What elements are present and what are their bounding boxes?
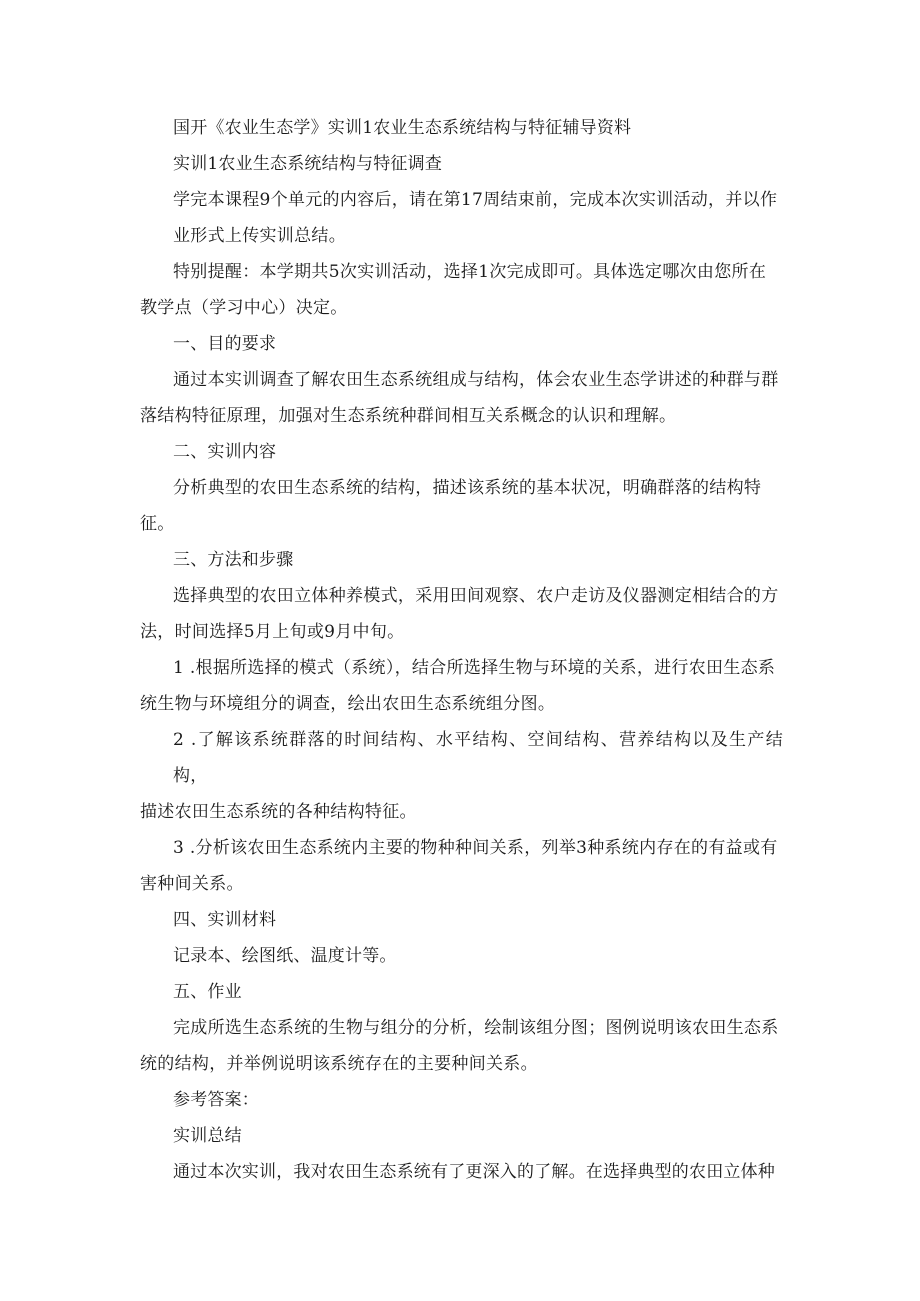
section-2-line-1: 分析典型的农田生态系统的结构，描述该系统的基本状况，明确群落的结构特 [173,478,762,498]
section-1-line-1: 通过本实训调查了解农田生态系统组成与结构，体会农业生态学讲述的种群与群 [173,370,779,390]
intro-line-1: 学完本课程9个单元的内容后，请在第17周结束前，完成本次实训活动，并以作 [173,190,778,210]
step-3-line-2: 害种间关系。 [140,874,244,894]
step-2-line-2: 描述农田生态系统的各种结构特征。 [140,802,417,822]
section-2-line-2: 征。 [140,514,175,534]
section-3-heading: 三、方法和步骤 [173,550,294,570]
section-5-line-2: 统的结构，并举例说明该系统存在的主要种间关系。 [140,1054,538,1074]
answer-line-1: 通过本次实训，我对农田生态系统有了更深入的了解。在选择典型的农田立体种 [173,1162,775,1182]
step-2-paragraph [140,722,783,830]
step-1-line-2: 统生物与环境组分的调查，绘出农田生态系统组分图。 [140,694,556,714]
section-1-paragraph [140,362,783,434]
section-5-heading: 五、作业 [173,982,242,1002]
document-body [140,110,783,1190]
section-5-line-1: 完成所选生态系统的生物与组分的分析，绘制该组分图；图例说明该农田生态系 [173,1018,779,1038]
document-title: 国开《农业生态学》实训1农业生态系统结构与特征辅导资料 [173,118,632,138]
answer-heading: 实训总结 [173,1126,242,1146]
reminder-line-2: 教学点（学习中心）决定。 [140,298,348,318]
step-2-line-1: 2 .了解该系统群落的时间结构、水平结构、空间结构、营养结构以及生产结构， [173,730,783,786]
section-1-heading: 一、目的要求 [173,334,277,354]
document-subtitle: 实训1农业生态系统结构与特征调查 [173,154,443,174]
intro-paragraph [173,182,783,254]
step-3-paragraph [140,830,783,902]
step-1-line-1: 1 .根据所选择的模式（系统），结合所选择生物与环境的关系，进行农田生态系 [173,658,776,678]
section-2-paragraph [140,470,783,542]
section-3-line-2: 法，时间选择5月上旬或9月中旬。 [140,622,405,642]
step-3-line-1: 3 .分析该农田生态系统内主要的物种种间关系，列举3种系统内存在的有益或有 [173,838,778,858]
section-3-line-1: 选择典型的农田立体种养模式，采用田间观察、农户走访及仪器测定相结合的方 [173,586,779,606]
step-1-paragraph [140,650,783,722]
section-2-heading: 二、实训内容 [173,442,277,462]
section-4-heading: 四、实训材料 [173,910,277,930]
reminder-paragraph [140,254,783,326]
section-1-line-2: 落结构特征原理，加强对生态系统种群间相互关系概念的认识和理解。 [140,406,677,426]
section-3-paragraph [140,578,783,650]
intro-line-2: 业形式上传实训总结。 [173,226,346,246]
answer-label: 参考答案： [173,1090,259,1110]
reminder-line-1: 特别提醒：本学期共5次实训活动，选择1次完成即可。具体选定哪次由您所在 [173,262,767,282]
section-4-line-1: 记录本、绘图纸、温度计等。 [173,946,397,966]
section-5-paragraph [140,1010,783,1082]
